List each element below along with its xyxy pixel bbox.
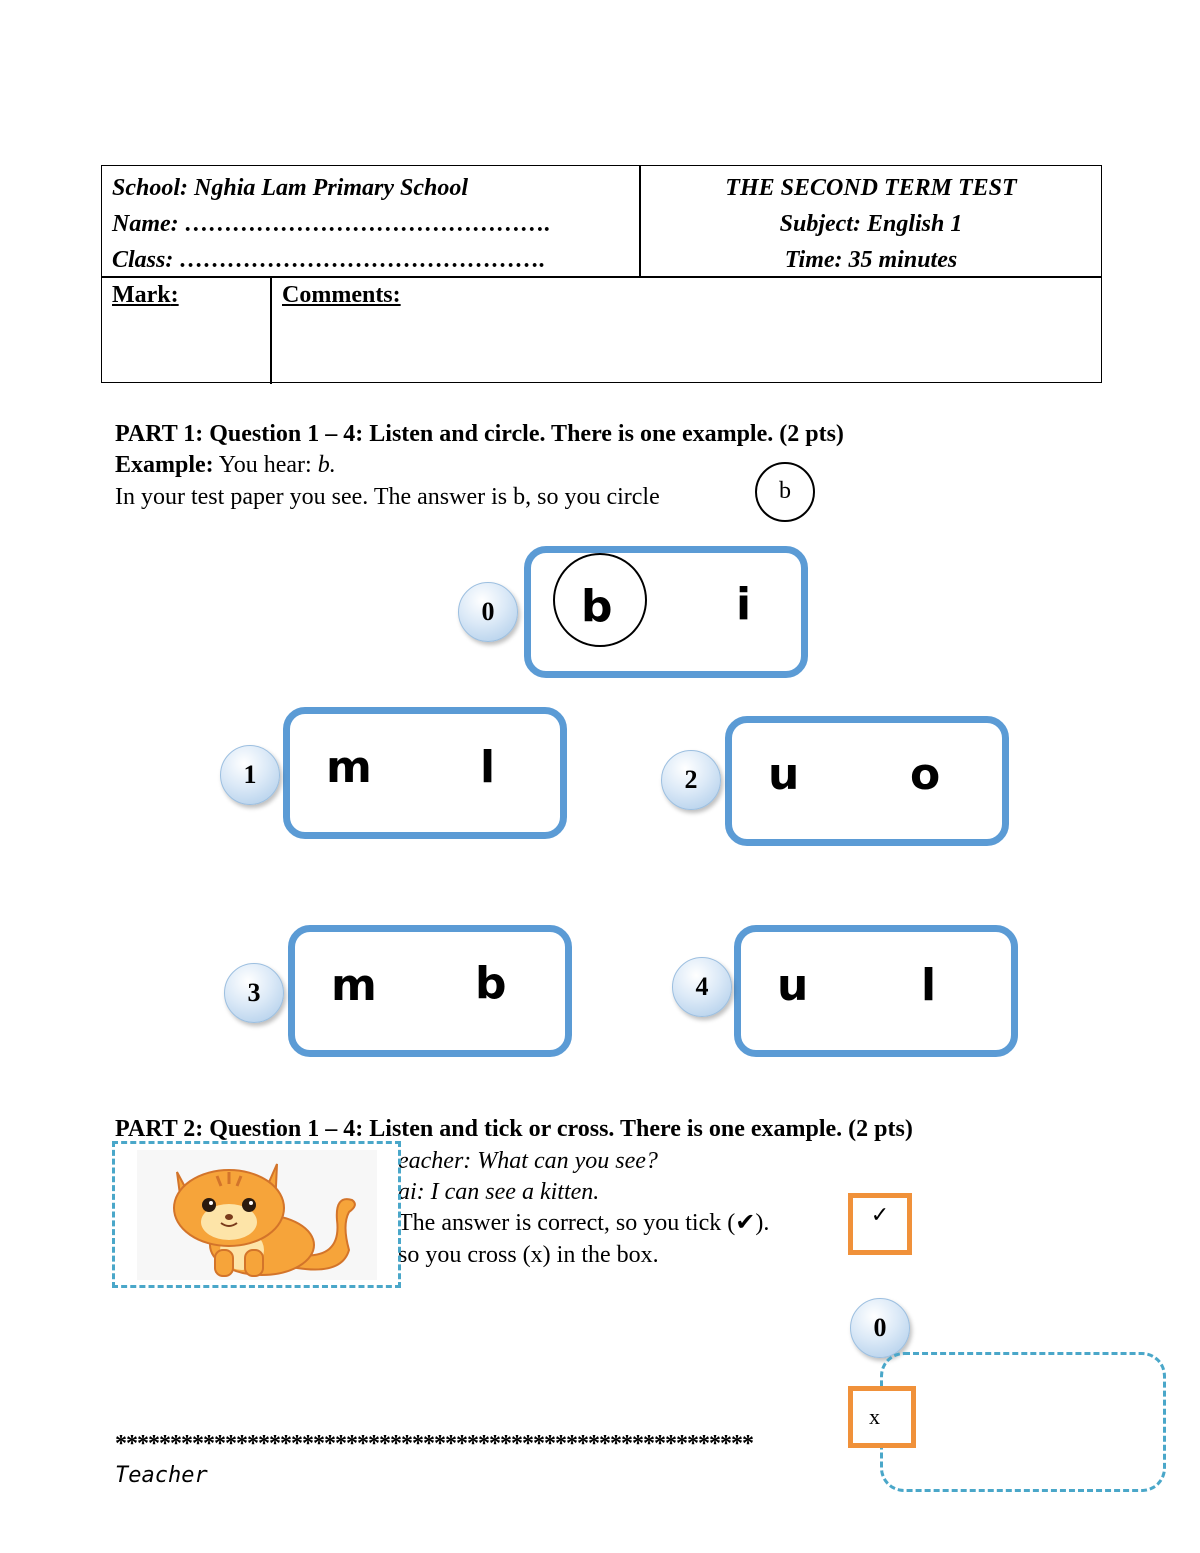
teacher-question: eacher: What can you see? <box>398 1148 658 1174</box>
name-field[interactable]: Name: ………………………………………. <box>112 211 551 237</box>
letter-option[interactable]: l <box>480 742 496 793</box>
letter-option[interactable]: b <box>475 958 507 1009</box>
letter-box-2 <box>725 716 1009 846</box>
teacher-label: Teacher <box>115 1463 208 1488</box>
part1-example: Example: You hear: b. <box>115 452 336 478</box>
letter-option[interactable]: m <box>331 960 377 1011</box>
tick-box[interactable]: ✓ <box>848 1193 912 1255</box>
part1-instruction: In your test paper you see. The answer is b, so you circle <box>115 484 660 510</box>
example-circle: b <box>755 462 815 522</box>
question-number-0: 0 <box>458 582 518 642</box>
student-answer: ai: I can see a kitten. <box>398 1179 600 1205</box>
subject: Subject: English 1 <box>779 211 963 237</box>
letter-option[interactable]: i <box>736 579 752 630</box>
letter-box-4 <box>734 925 1018 1057</box>
letter-option[interactable]: u <box>777 960 809 1011</box>
test-info <box>642 170 1100 278</box>
kitten-icon <box>137 1150 377 1280</box>
school-name: School: Nghia Lam Primary School <box>112 175 469 201</box>
question-number-3: 3 <box>224 963 284 1023</box>
letter-box-1 <box>283 707 567 839</box>
class-field[interactable]: Class: ………………………………………. <box>112 247 546 273</box>
letter-option[interactable]: b <box>581 581 613 632</box>
time-limit: Time: 35 minutes <box>784 247 958 273</box>
part2-title: PART 2: Question 1 – 4: Listen and tick or cross. There is one example. (2 pts) <box>115 1116 913 1142</box>
part1-title: PART 1: Question 1 – 4: Listen and circle. There is one example. (2 pts) <box>115 421 844 447</box>
question-number-1: 1 <box>220 745 280 805</box>
question-number-4: 4 <box>672 957 732 1017</box>
picture-frame <box>880 1352 1166 1492</box>
cross-box[interactable]: x <box>848 1386 916 1448</box>
header-table <box>101 165 1102 383</box>
letter-box-3 <box>288 925 572 1057</box>
letter-option[interactable]: o <box>910 749 941 800</box>
letter-option[interactable]: m <box>326 742 372 793</box>
letter-option[interactable]: l <box>921 960 937 1011</box>
question-number-2: 2 <box>661 750 721 810</box>
test-title: THE SECOND TERM TEST <box>725 175 1017 201</box>
letter-option[interactable]: u <box>768 749 800 800</box>
tick-instruction: The answer is correct, so you tick (✔). <box>398 1210 770 1236</box>
question-number-example: 0 <box>850 1298 910 1358</box>
comments-label: Comments: <box>282 282 401 308</box>
student-info <box>112 170 551 278</box>
cross-instruction: so you cross (x) in the box. <box>398 1242 659 1268</box>
letter-box-0 <box>524 546 808 678</box>
stars-divider: ********************************************************** <box>115 1431 753 1457</box>
mark-label: Mark: <box>112 282 179 308</box>
kitten-picture-frame <box>112 1141 401 1288</box>
